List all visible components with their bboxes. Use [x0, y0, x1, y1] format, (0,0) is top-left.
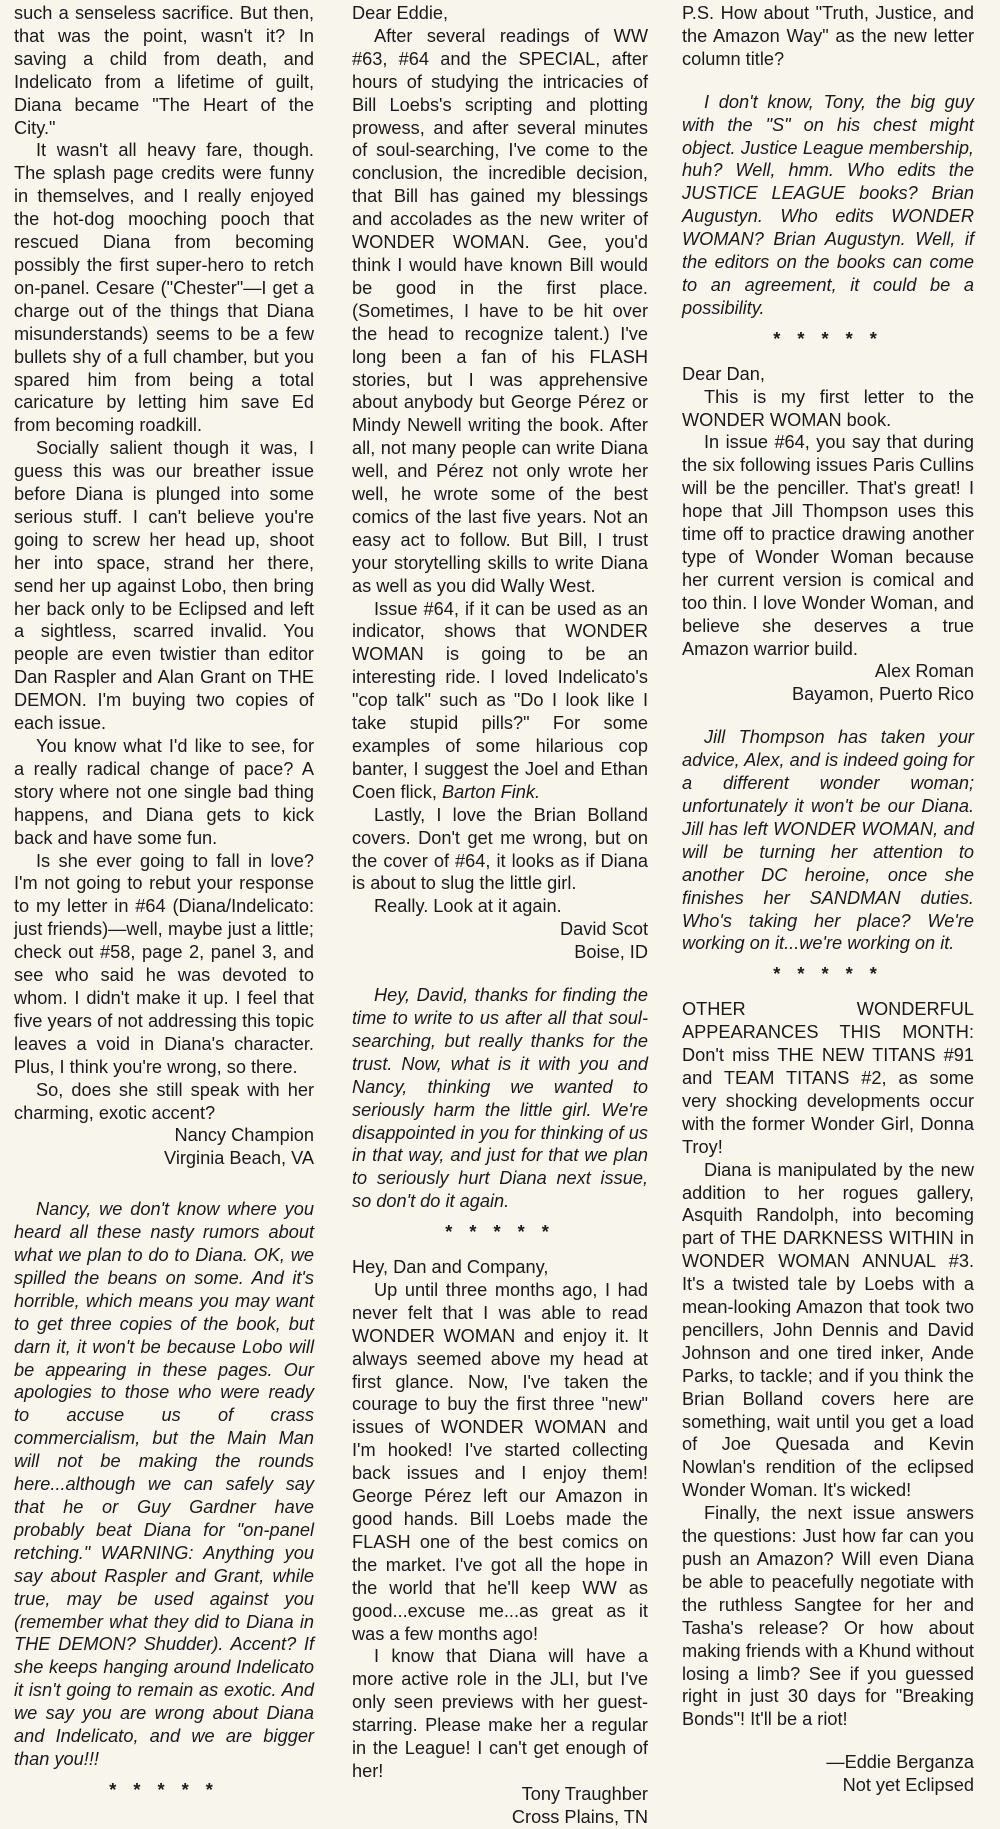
letter-paragraph: This is my first letter to the WONDER WOMAN book. [682, 386, 974, 430]
letter-paragraph: Really. Look at it again. [374, 896, 562, 917]
letter-paragraph: Socially salient though it was, I guess this was our breather issue before Diana is plunged into some serious stuff. I can't believe you're going to screw her head up, shoot her into space, strand her there, send her up against Lobo, then bring her back only to be Eclipsed and left a sightless, scarred invalid. You people are even twistier than editor Dan Raspler and Alan Grant on THE DEMON. I'm buying two copies of each issue. [14, 438, 314, 734]
letter-paragraph: such a senseless sacrifice. But then, that was the point, wasn't it? In saving a child from death, and Indelicato from a lifetime of guilt, Diana became "The Heart of the City." [14, 3, 314, 138]
film-title: Barton Fink. [441, 781, 541, 802]
signature-name: Tony Traughber [521, 1783, 648, 1804]
letter-paragraph: I know that Diana will have a more active role in the JLI, but I've only seen previews with her guest-starring. Please make her a regular in the League! I can't get enough of her! [352, 1646, 648, 1781]
letter-paragraph: In issue #64, you say that during the six following issues Paris Cullins will be the penciller. That's great! I hope that Jill Thompson uses this time off to practice drawing another type of Wonder Woman because her current version is comical and too thin. I love Wonder Woman, and believe she deserves a true Amazon warrior build. [682, 432, 974, 659]
signature-place: Boise, ID [574, 942, 648, 963]
letter-text: Issue #64, if it can be used as an indicator, shows that WONDER WOMAN is going to be an interesting ride. I loved Indelicato's "cop talk" such as "Do I look like I take stupid pills?" For some examples of some hilarious cop banter, I suggest the Joel and Ethan Coen flick, [352, 598, 648, 802]
postscript: P.S. How about "Truth, Justice, and the Amazon Way" as the new letter column title? [682, 3, 974, 69]
announcement-paragraph: Finally, the next issue answers the questions: Just how far can you push an Amazon? Will even Diana be able to peacefully negotiate with the ruthless Sangtee for her and Tasha's release? Or how about making friends with a Khund without losing a limb? See if you guessed right in just 30 days for "Breaking Bonds"! It'll be a riot! [682, 1503, 974, 1730]
letter-paragraph: You know what I'd like to see, for a really radical change of pace? A story where not one single bad thing happens, and Diana gets to kick back and have some fun. [14, 736, 314, 848]
section-divider-stars: * * * * * [773, 328, 883, 349]
letter-paragraph: Is she ever going to fall in love? I'm not going to rebut your response to my letter in #64 (Diana/Indelicato: just friends)—well, maybe just a little; check out #58, page 2, panel 3, and see who said he was devoted to whom. I didn't make it up. I feel that five years of not addressing this topic leaves a void in Diana's character. Plus, I think you're wrong, so there. [14, 850, 314, 1077]
column-middle [352, 2, 648, 1829]
signature-name: Nancy Champion [174, 1125, 314, 1146]
letter-paragraph: Up until three months ago, I had never felt that I was able to read WONDER WOMAN and enjoy it. It always seemed above my head at first glance. Now, I've taken the courage to buy the first three "new" issues of WONDER WOMAN and I'm hooked! I've started collecting back issues and I enjoy them! George Pérez left our Amazon in good hands. Bill Loebs made the FLASH one of the best comics on the market. I've got all the hope in the world that he'll keep WW as good...excuse me...as great as it was a few months ago! [352, 1279, 648, 1644]
editor-signature: —Eddie Berganza [826, 1752, 974, 1773]
signature-place: Virginia Beach, VA [164, 1148, 314, 1169]
signature-name: Alex Roman [874, 661, 974, 682]
editor-reply: Nancy, we don't know where you heard all these nasty rumors about what we plan to do to Diana. OK, we spilled the beans on some. And it's horrible, which means you may want to get three copies of the book, but darn it, it won't be because Lobo will be appearing in these pages. Our apologies to those who were ready to accuse us of crass commercialism, but the Main Man will not be making the rounds here...although we can safely say that he or Guy Gardner have probably beat Diana for "on-panel retching." WARNING: Anything you say about Raspler and Grant, while true, may be used against you (remember what they did to Diana in THE DEMON? Shudder). Accent? If she keeps hanging around Indelicato it isn't going to remain as exotic. And we say you are wrong about Diana and Indelicato, and we are bigger than you!!! [14, 1199, 314, 1769]
editor-note: Not yet Eclipsed [842, 1775, 974, 1796]
section-divider-stars: * * * * * [109, 1779, 219, 1800]
section-divider-stars: * * * * * [445, 1222, 555, 1243]
column-right [682, 2, 974, 1797]
letter-paragraph: After several readings of WW #63, #64 and the SPECIAL, after hours of studying the intricacies of Bill Loebs's scripting and plotting prowess, and after several minutes of soul-searching, I've come to the conclusion, the incredible decision, that Bill has gained my blessings and accolades as the new writer of WONDER WOMAN. Gee, you'd think I would have known Bill would be good in the first place. (Sometimes, I have to be hit over the head to recognize talent.) I've long been a fan of his FLASH stories, but I was apprehensive about anybody but George Pérez or Mindy Newell writing the book. After all, not many people can write Diana well, and Pérez not only wrote her well, he wrote some of the best comics of the last five years. Not an easy act to follow. But Bill, I trust your storytelling skills to write Diana as well as you did Wally West. [352, 25, 648, 596]
salutation: Dear Eddie, [352, 3, 449, 23]
letter-paragraph: So, does she still speak with her charming, exotic accent? [14, 1079, 314, 1123]
section-divider-stars: * * * * * [773, 964, 883, 985]
salutation: Hey, Dan and Company, [352, 1257, 549, 1278]
editor-reply: Jill Thompson has taken your advice, Alex, and is indeed going for a different wonder woman; unfortunately it won't be our Diana. Jill has left WONDER WOMAN, and will be turning her attention to another DC heroine, once she finishes her SANDMAN duties. Who's taking her place? We're working on it...we're working on it. [682, 727, 974, 954]
announcement-paragraph: Diana is manipulated by the new addition to her rogues gallery, Asquith Randolph, into becoming part of THE DARKNESS WITHIN in WONDER WOMAN ANNUAL #3. It's a twisted tale by Loebs with a mean-looking Amazon that took two pencillers, John Dennis and David Johnson and one tired inker, Ande Parks, to tackle; and if you think the Brian Bolland covers here are something, wait until you get a load of Joe Quesada and Kevin Nowlan's rendition of the eclipsed Wonder Woman. It's wicked! [682, 1159, 974, 1501]
editor-reply: I don't know, Tony, the big guy with the "S" on his chest might object. Justice League membership, huh? Well, hmm. Who edits the JUSTICE LEAGUE books? Brian Augustyn. Who edits WONDER WOMAN? Brian Augustyn. Well, if the editors on the books can come to an agreement, it could be a possibility. [682, 91, 974, 318]
editor-reply: Hey, David, thanks for finding the time to write to us after all that soul-searching, but really thanks for the trust. Now, what is it with you and Nancy, thinking we wanted to seriously harm the little girl. We're disappointed in you for thinking of us in that way, and just for that we plan to seriously hurt Diana next issue, so don't do it again. [352, 985, 648, 1212]
column-left [14, 2, 314, 1814]
letter-paragraph [352, 598, 648, 804]
signature-place: Cross Plains, TN [511, 1806, 648, 1827]
announcement-paragraph: OTHER WONDERFUL APPEARANCES THIS MONTH: Don't miss THE NEW TITANS #91 and TEAM TITANS #2, as some very shocking developments occur with the former Wonder Girl, Donna Troy! [682, 999, 974, 1157]
letter-paragraph: It wasn't all heavy fare, though. The splash page credits were funny in themselves, and I really enjoyed the hot-dog mooching pooch that rescued Diana from becoming possibly the first super-hero to retch on-panel. Cesare ("Chester"—I get a charge out of the things that Diana misunderstands) seems to be a few bullets shy of a full chamber, but you spared him from being a total caricature by letting him save Ed from becoming roadkill. [14, 140, 314, 436]
salutation: Dear Dan, [682, 363, 765, 384]
signature-place: Bayamon, Puerto Rico [792, 684, 974, 705]
letter-paragraph: Lastly, I love the Brian Bolland covers. Don't get me wrong, but on the cover of #64, it looks as if Diana is about to slug the little girl. [352, 804, 648, 894]
signature-name: David Scot [560, 919, 648, 940]
